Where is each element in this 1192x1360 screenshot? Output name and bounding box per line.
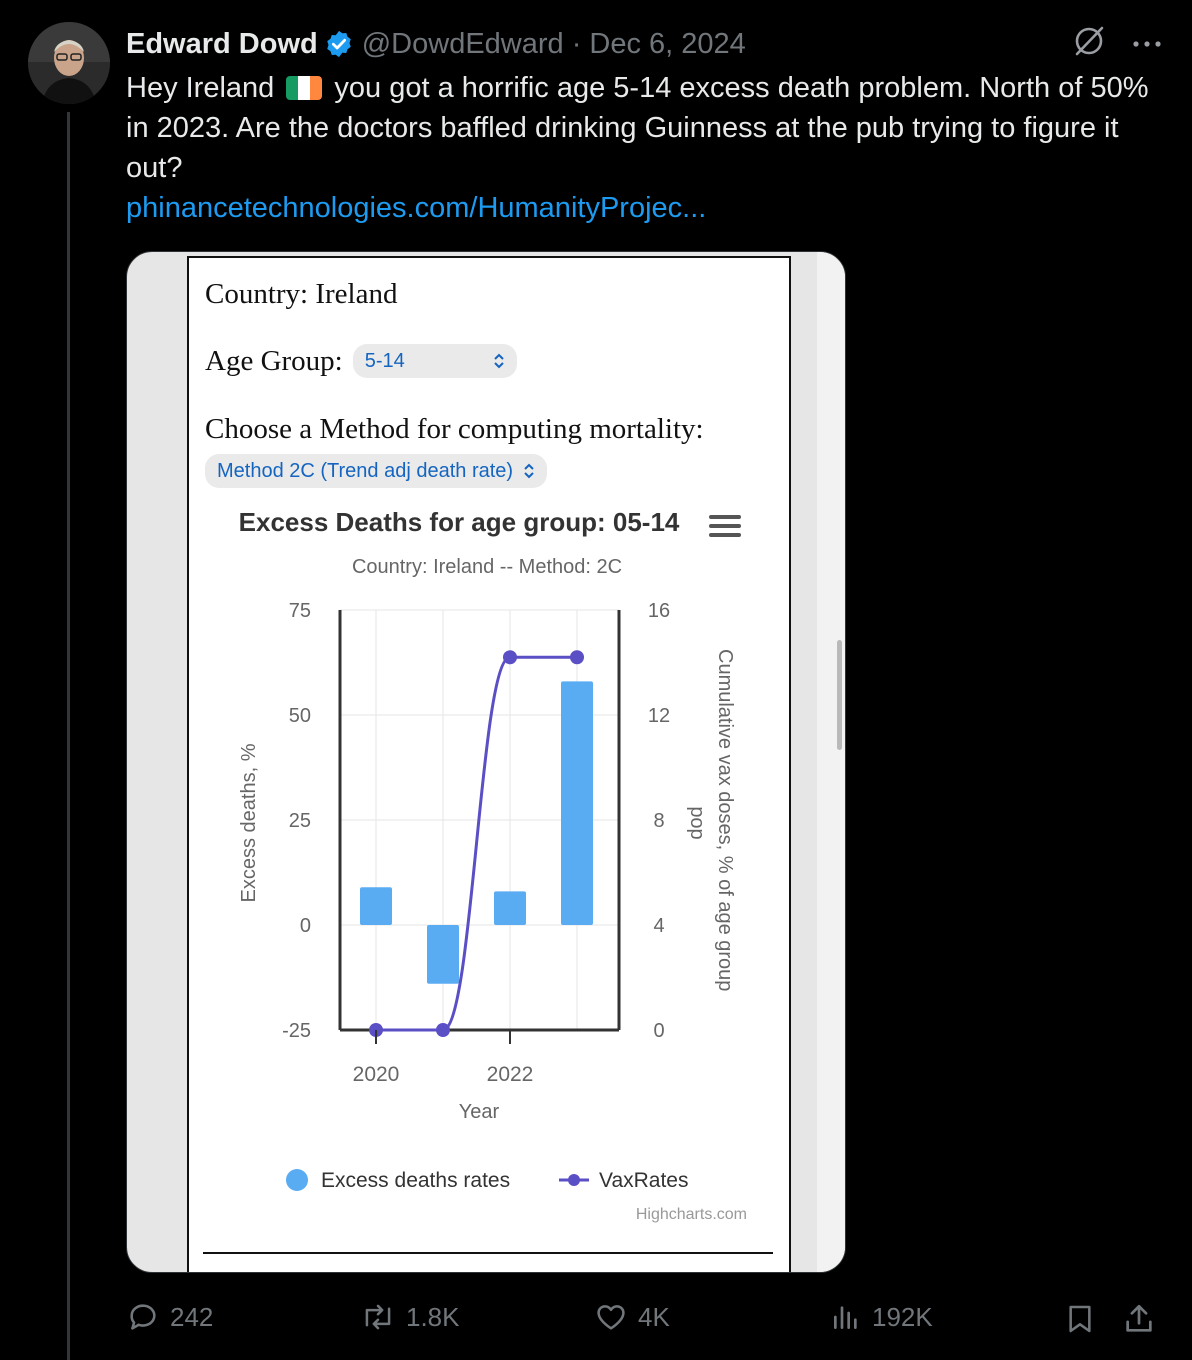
chart-title: Excess Deaths for age group: 05-14 [238,507,680,537]
legend-label-vax: VaxRates [599,1169,689,1192]
verified-badge-icon[interactable] [324,29,354,59]
vax-point-2022[interactable] [503,650,517,664]
avatar[interactable] [28,22,110,104]
plot-area [282,600,670,1086]
y2-axis-title-line1: Cumulative vax doses, % of age group [714,649,736,992]
avatar-image [28,22,110,104]
repost-count: 1.8K [406,1301,460,1332]
legend-label-excess: Excess deaths rates [321,1169,511,1192]
views-button[interactable] [830,1300,933,1334]
divider-rule [203,1252,773,1254]
media-screenshot[interactable] [126,251,846,1273]
more-options-icon[interactable] [1132,35,1162,53]
y-tick-label: 25 [288,810,311,832]
embedded-page [187,256,791,1273]
bar-2022[interactable] [494,891,526,925]
vax-rate-line [376,657,577,1030]
bar-2023[interactable] [561,681,593,925]
bar-2021[interactable] [427,925,459,984]
legend [286,1169,689,1192]
y-tick-label: 50 [288,705,311,727]
views-icon [830,1300,862,1334]
vax-point-2021[interactable] [436,1023,450,1037]
bar-2020[interactable] [360,887,392,925]
scrollbar-thumb [837,640,842,750]
tweet-text-rest: you got a horrific age 5-14 excess death problem. North of 50% in 2023. Are the doctors baffled drinking Guinness at the pub trying to figure it out? [126,72,1149,184]
vax-point-2023[interactable] [570,650,584,664]
share-button[interactable] [1122,1302,1156,1341]
repost-button[interactable] [360,1300,460,1334]
legend-marker-bar [286,1169,308,1191]
thread-line [67,112,70,1360]
y-tick-label: -25 [282,1020,311,1042]
handle-and-date[interactable]: @DowdEdward · Dec 6, 2024 [361,27,746,60]
tweet-text-start: Hey Ireland [126,72,283,104]
tweet-text [126,68,1171,228]
age-group-row [205,344,517,378]
select-arrows-icon [493,353,505,369]
y2-tick-label: 12 [647,705,671,727]
y2-axis-title [686,649,736,997]
tweet-link[interactable]: phinancetechnologies.com/HumanityProjec... [126,192,707,224]
reply-count: 242 [170,1301,214,1332]
y2-tick-label: 16 [647,600,671,622]
tweet-header [126,24,746,64]
y2-tick-label: 4 [653,915,665,937]
like-button[interactable] [594,1300,670,1334]
y2-tick-label: 0 [653,1020,665,1042]
y-tick-label: 75 [288,600,311,622]
y-tick-label: 0 [299,915,311,937]
share-icon [1122,1302,1156,1336]
select-arrows-icon [523,463,535,479]
heart-icon [594,1300,628,1334]
method-select-wrap [205,454,547,488]
age-group-select[interactable] [353,344,517,378]
method-label: Choose a Method for computing mortality: [205,413,704,445]
method-value: Method 2C (Trend adj death rate) [217,459,514,482]
ireland-flag-icon [286,76,322,100]
action-bar [126,1300,1166,1344]
age-group-value: 5-14 [364,349,405,372]
country-line: Country: Ireland [205,278,398,310]
x-axis-title: Year [458,1101,500,1123]
y2-axis-title-line2: pop [686,806,708,840]
y-axis-title: Excess deaths, % [238,743,260,903]
legend-item-vaxrates[interactable] [559,1169,689,1192]
excess-deaths-chart [189,503,789,1233]
chart-subtitle: Country: Ireland -- Method: 2C [351,556,623,578]
legend-marker-line [568,1174,580,1186]
views-count: 192K [872,1301,933,1332]
reply-icon [126,1300,160,1334]
header-actions [1072,24,1162,63]
repost-icon [360,1300,396,1334]
age-group-label: Age Group: [205,344,343,377]
x-tick-label: 2020 [352,1063,400,1086]
legend-item-excess-deaths[interactable] [286,1169,510,1192]
y2-tick-label: 8 [653,810,665,832]
chart-credit[interactable]: Highcharts.com [635,1206,747,1223]
scroll-track [817,252,846,1273]
grok-icon[interactable] [1072,24,1106,63]
reply-button[interactable] [126,1300,213,1334]
x-tick-label: 2022 [486,1063,534,1086]
bookmark-button[interactable] [1064,1302,1096,1341]
chart-menu-icon[interactable] [709,515,741,537]
author-name[interactable]: Edward Dowd [126,27,318,60]
like-count: 4K [638,1301,670,1332]
bookmark-icon [1064,1302,1096,1336]
method-select[interactable] [205,454,547,488]
